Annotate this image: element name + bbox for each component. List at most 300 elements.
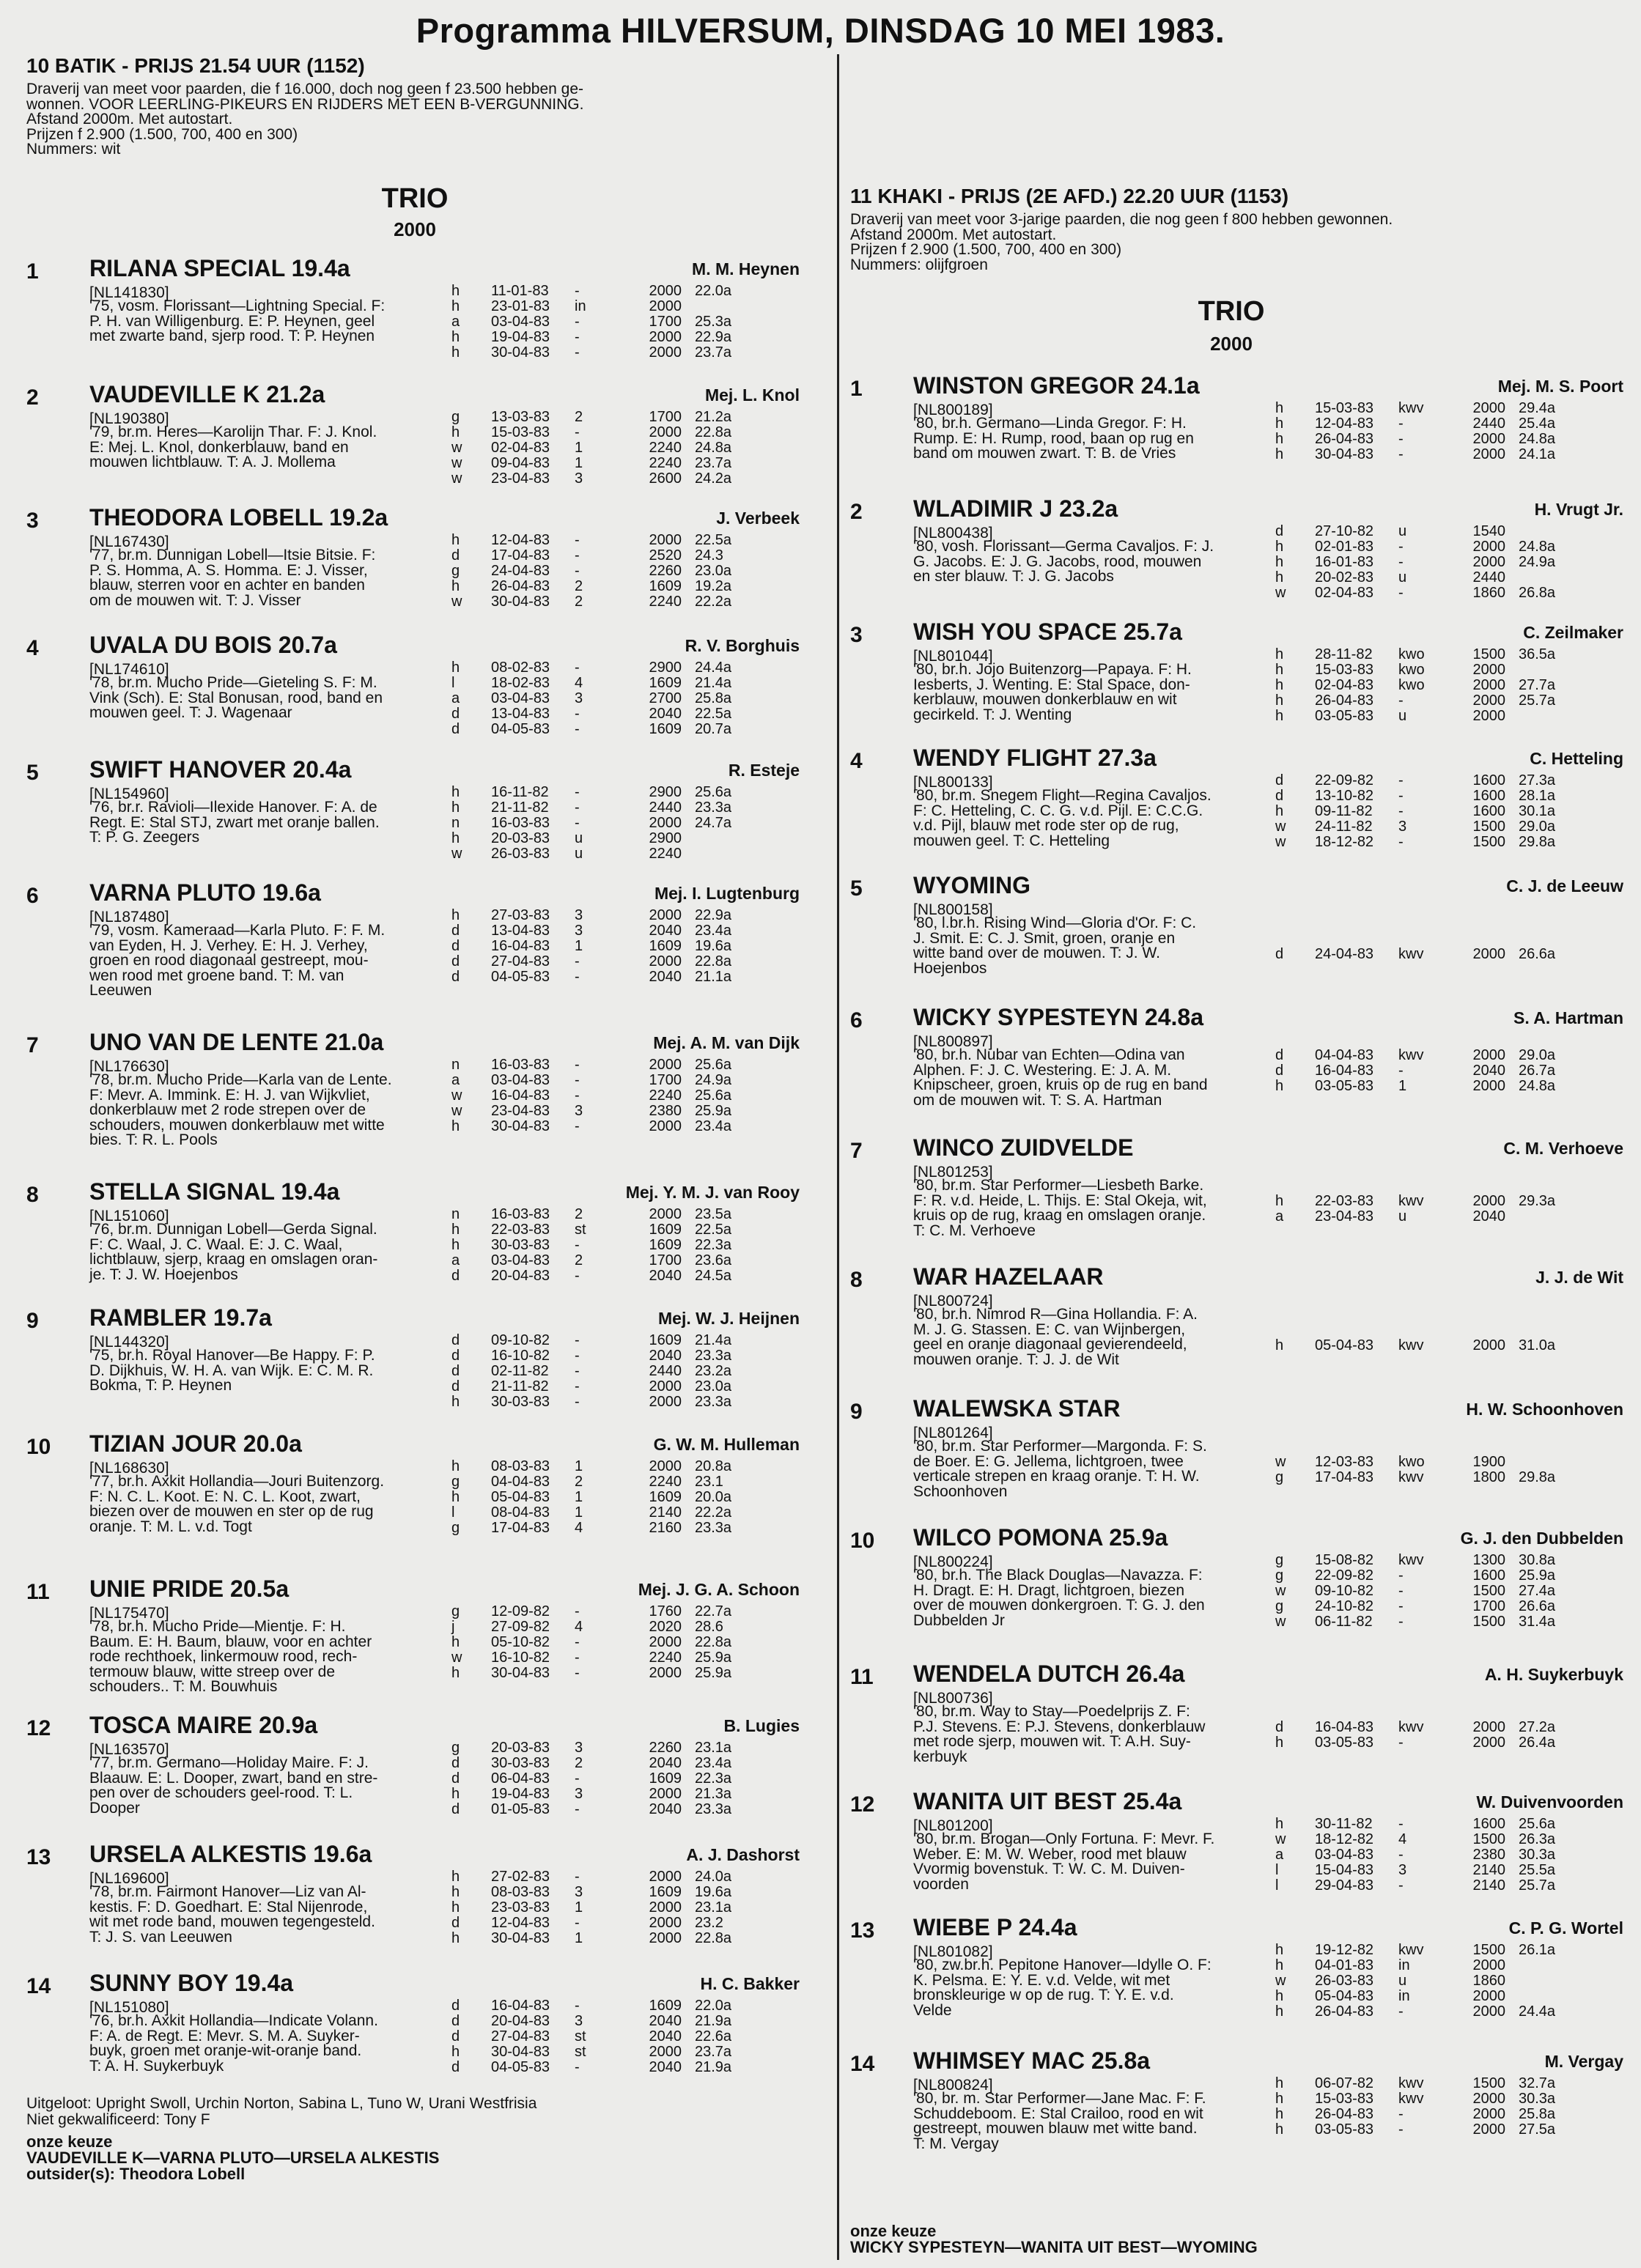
race-time: 26.7a: [1519, 1063, 1556, 1079]
placing: -: [575, 1394, 580, 1410]
result-row: [451, 1755, 803, 1770]
result-row: [1275, 1847, 1627, 1862]
race-distance: 1600: [1472, 1567, 1505, 1584]
horse-name: WAR HAZELAAR: [913, 1263, 1104, 1290]
driver-name: Mej. Y. M. J. van Rooy: [625, 1183, 800, 1202]
track-code: d: [1275, 1063, 1284, 1079]
race-distance: 2000: [1472, 539, 1505, 555]
race-distance: 2000: [1472, 446, 1505, 462]
track-code: h: [1275, 1735, 1284, 1751]
result-row: [451, 1884, 803, 1899]
horse-name: SWIFT HANOVER 20.4a: [89, 756, 352, 783]
recent-results: [451, 784, 803, 861]
horse-number: 10: [26, 1435, 51, 1459]
race-date: 27-02-83: [491, 1869, 550, 1885]
track-code: w: [451, 1650, 462, 1666]
race-date: 18-12-82: [1315, 834, 1374, 850]
registration-number: [NL801264]: [913, 1425, 993, 1441]
track-code: h: [1275, 1337, 1284, 1353]
horse-description: '80, br.h. Germano—Linda Gregor. F: H. Rump. E: H. Rump, rood, baan op rug en band om mouwen zwart. T: B. de Vries: [913, 415, 1194, 462]
result-row: [451, 1899, 803, 1915]
placing: -: [575, 784, 580, 800]
race-time: 24.8a: [1519, 431, 1556, 447]
race-date: 26-04-83: [1315, 2003, 1374, 2020]
race-date: 24-11-82: [1315, 819, 1373, 835]
race-date: 29-04-83: [1315, 1877, 1374, 1894]
race-distance: 2000: [649, 1634, 682, 1650]
track-code: h: [1275, 400, 1284, 416]
race-date: 15-03-83: [1315, 2091, 1374, 2107]
horse-number: 1: [26, 259, 39, 284]
track-code: d: [451, 706, 460, 722]
horse-number: 3: [26, 509, 39, 533]
race-time: 29.4a: [1519, 400, 1556, 416]
driver-name: M. Vergay: [1544, 2052, 1623, 2071]
race-time: 25.6a: [695, 784, 732, 800]
horse-description: '80, br.m. Snegem Flight—Regina Cavaljos. F: C. Hetteling, C. C. G. v.d. Pijl. E: C.C.G. v.d. Pijl, blauw met rode ster op de rug, mouwen geel. T: C. Hetteling: [913, 787, 1212, 849]
horse-name: RAMBLER 19.7a: [89, 1304, 272, 1331]
race-date: 02-04-83: [1315, 677, 1374, 693]
race-time: 19.6a: [695, 1884, 732, 1900]
placing: -: [575, 1665, 580, 1681]
race-time: 22.9a: [695, 329, 732, 345]
result-row: [451, 344, 803, 360]
race-time: 23.5a: [695, 1206, 732, 1222]
track-code: w: [1275, 1454, 1286, 1470]
result-row: [451, 440, 803, 455]
placing: st: [575, 2028, 586, 2044]
result-row: [1275, 1423, 1627, 1438]
track-code: h: [451, 907, 460, 923]
horse-number: 4: [26, 636, 39, 660]
driver-name: W. Duivenvoorden: [1476, 1792, 1623, 1811]
registration-number: [NL801044]: [913, 648, 993, 665]
placing: 3: [575, 690, 583, 706]
placing: st: [575, 1222, 586, 1238]
horse-name: WIEBE P 24.4a: [913, 1914, 1077, 1940]
race-time: 23.7a: [695, 455, 732, 471]
race-distance: 1500: [1472, 1831, 1505, 1847]
placing: kwv: [1398, 400, 1424, 416]
race-distance: 1700: [1472, 1598, 1505, 1614]
race-date: 16-04-83: [491, 1998, 550, 2014]
race-time: 25.9a: [1519, 1567, 1556, 1584]
race-distance: 2040: [1472, 1063, 1505, 1079]
race-date: 08-02-83: [491, 660, 550, 676]
horse-description: '80, br.h. Jojo Buitenzorg—Papaya. F: H. Iesberts, J. Wenting. E: Stal Space, don- kerblauw, mouwen donkerblauw en wit gecirkeld. T: J. Wenting: [913, 661, 1192, 723]
condition-line: Prijzen f 2.900 (1.500, 700, 400 en 300): [26, 125, 298, 143]
race-distance: 2520: [649, 547, 682, 564]
our-choice: VAUDEVILLE K—VARNA PLUTO—URSELA ALKESTIS: [26, 2149, 440, 2167]
race-time: 20.8a: [695, 1458, 732, 1474]
race-distance: 1609: [649, 1770, 682, 1787]
race-date: 15-03-83: [1315, 662, 1374, 678]
race-time: 31.4a: [1519, 1614, 1556, 1630]
race-date: 18-12-82: [1315, 1831, 1374, 1847]
horse-name: WINCO ZUIDVELDE: [913, 1134, 1134, 1161]
race-time: 25.9a: [695, 1650, 732, 1666]
race-time: 23.0a: [695, 1378, 732, 1395]
result-row: [451, 1740, 803, 1755]
result-row: [451, 314, 803, 329]
registration-number: [NL800133]: [913, 774, 993, 791]
track-code: d: [451, 1348, 460, 1364]
race-distance: 1760: [649, 1603, 682, 1619]
result-row: [1275, 1583, 1627, 1598]
result-row: [1275, 834, 1627, 849]
placing: -: [575, 969, 580, 985]
horse-name: WYOMING: [913, 872, 1030, 898]
race-time: 23.7a: [695, 2044, 732, 2060]
track-code: d: [1275, 523, 1284, 539]
race-distance: 2700: [649, 690, 682, 706]
race-time: 23.3a: [695, 1394, 732, 1410]
horse-description: '80, br.m. Way to Stay—Poedelprijs Z. F: P.J. Stevens. E: P.J. Stevens, donkerblauw met rode sjerp, mouwen wit. T: A.H. Suy- kerbuyk: [913, 1703, 1206, 1765]
race-distance: 2000: [649, 1118, 682, 1134]
result-row: [451, 1504, 803, 1520]
race-footer: [26, 2096, 536, 2182]
track-code: d: [451, 1378, 460, 1395]
recent-results: [1275, 1942, 1627, 2019]
placing: -: [1398, 2003, 1404, 2020]
track-code: h: [1275, 539, 1284, 555]
horse-description: '77, br.h. Axkit Hollandia—Jouri Buitenzorg. F: N. C. L. Koot. E: N. C. L. Koot, zwart, biezen over de mouwen en ster op de rug oranje. T: M. L. v.d. Togt: [89, 1473, 385, 1535]
distance-label: 2000: [394, 218, 436, 240]
track-code: d: [451, 1915, 460, 1931]
result-row: [1275, 708, 1627, 723]
race-distance: 2000: [1472, 1735, 1505, 1751]
placing: 2: [575, 1206, 583, 1222]
track-code: h: [451, 1930, 460, 1946]
horse-name: UNIE PRIDE 20.5a: [89, 1576, 290, 1602]
race-conditions: [26, 82, 583, 158]
race-time: 20.0a: [695, 1489, 732, 1505]
placing: -: [1398, 2121, 1404, 2138]
placing: -: [1398, 1816, 1404, 1832]
placing: -: [575, 1268, 580, 1284]
race-distance: 1609: [649, 578, 682, 594]
race-date: 27-03-83: [491, 907, 550, 923]
race-distance: 2000: [1472, 2106, 1505, 2122]
horse-description: '80, zw.br.h. Pepitone Hanover—Idylle O. F: K. Pelsma. E: Y. E. v.d. Velde, wit met bronskleurige w op de rug. T: Y. E. v.d. Velde: [913, 1957, 1212, 2019]
driver-name: J. Verbeek: [716, 509, 800, 528]
race-time: 22.3a: [695, 1237, 732, 1253]
race-date: 23-04-83: [1315, 1208, 1374, 1225]
placing: in: [575, 298, 586, 314]
race-distance: 2040: [649, 923, 682, 939]
horse-name: VAUDEVILLE K 21.2a: [89, 381, 325, 407]
race-time: 23.1a: [695, 1740, 732, 1756]
recent-results: [451, 1057, 803, 1134]
result-row: [451, 1394, 803, 1409]
result-row: [1275, 646, 1627, 662]
race-distance: 1900: [1472, 1454, 1505, 1470]
race-date: 15-03-83: [1315, 400, 1374, 416]
race-time: 22.7a: [695, 1603, 732, 1619]
race-date: 28-11-82: [1315, 646, 1373, 662]
horse-description: '80, br.m. Star Performer—Margonda. F: S. de Boer. E: G. Jellema, lichtgroen, twee verticale strepen en kraag oranje. T: H. W. Schoonhoven: [913, 1438, 1207, 1500]
race-distance: 1500: [1472, 1614, 1505, 1630]
result-row: [1275, 523, 1627, 539]
result-row: [1275, 446, 1627, 462]
horse-name: WANITA UIT BEST 25.4a: [913, 1788, 1182, 1814]
driver-name: G. W. M. Hulleman: [653, 1435, 800, 1454]
race-time: 36.5a: [1519, 646, 1556, 662]
track-code: a: [451, 1252, 460, 1268]
result-row: [451, 721, 803, 736]
race-distance: 2040: [649, 1755, 682, 1771]
race-date: 16-01-83: [1315, 554, 1374, 570]
driver-name: Mej. W. J. Heijnen: [658, 1309, 800, 1328]
race-distance: 1700: [649, 1252, 682, 1268]
race-conditions: [850, 213, 1393, 273]
withdrawn-list: Uitgeloot: Upright Swoll, Urchin Norton, Sabina L, Tuno W, Urani Westfrisia: [26, 2095, 537, 2112]
placing: -: [1398, 692, 1404, 709]
race-distance: 2240: [649, 1474, 682, 1490]
race-time: 21.9a: [695, 2013, 732, 2029]
track-code: a: [1275, 1847, 1284, 1863]
race-distance: 2000: [649, 1915, 682, 1931]
placing: -: [575, 532, 580, 548]
driver-name: C. M. Verhoeve: [1503, 1139, 1623, 1158]
condition-line: Afstand 2000m. Met autostart.: [850, 226, 1057, 243]
placing: -: [575, 329, 580, 345]
race-date: 13-10-82: [1315, 788, 1374, 804]
result-row: [451, 1252, 803, 1268]
race-distance: 2040: [649, 969, 682, 985]
race-time: 21.4a: [695, 1332, 732, 1348]
condition-line: Draverij van meet voor paarden, die f 16.000, doch nog geen f 23.500 hebben ge-: [26, 81, 584, 97]
result-row: [1275, 1942, 1627, 1957]
placing: 3: [575, 923, 583, 939]
placing: -: [575, 1072, 580, 1088]
race-distance: 1500: [1472, 2075, 1505, 2091]
race-date: 22-09-82: [1315, 772, 1374, 788]
race-time: 23.7a: [695, 344, 732, 361]
track-code: w: [1275, 1973, 1286, 1989]
race-date: 20-03-83: [491, 1740, 550, 1756]
driver-name: Mej. A. M. van Dijk: [653, 1033, 800, 1052]
race-time: 25.9a: [695, 1103, 732, 1119]
result-row: [451, 1619, 803, 1634]
result-row: [1275, 1704, 1627, 1719]
result-row: [451, 1332, 803, 1348]
recent-results: [1275, 1688, 1627, 1750]
race-date: 09-10-82: [491, 1332, 550, 1348]
placing: kwv: [1398, 1337, 1424, 1353]
horse-number: 6: [850, 1008, 863, 1033]
placing: -: [575, 1348, 580, 1364]
race-distance: 1600: [1472, 788, 1505, 804]
placing: 4: [1398, 1831, 1407, 1847]
track-code: h: [1275, 431, 1284, 447]
recent-results: [1275, 1162, 1627, 1224]
track-code: d: [451, 721, 460, 737]
placing: -: [575, 660, 580, 676]
placing: 1: [575, 455, 583, 471]
horse-description: '80, br.h. Nubar van Echten—Odina van Alphen. F: J. C. Westering. E: J. A. M. Knipscheer, groen, kruis op de rug en band om de mouwen wit. T: S. A. Hartman: [913, 1046, 1208, 1109]
race-distance: 2440: [1472, 415, 1505, 432]
placing: 3: [575, 1103, 583, 1119]
horse-number: 5: [26, 761, 39, 785]
result-row: [1275, 1208, 1627, 1224]
horse-number: 11: [26, 1580, 50, 1604]
race-date: 03-04-83: [1315, 1847, 1374, 1863]
result-row: [1275, 946, 1627, 961]
race-date: 16-04-83: [491, 1087, 550, 1104]
race-time: 30.3a: [1519, 2091, 1556, 2107]
track-code: h: [1275, 2075, 1284, 2091]
race-header: 10 BATIK - PRIJS 21.54 UUR (1152): [26, 54, 365, 77]
distance-label: 2000: [1210, 333, 1253, 355]
track-code: j: [451, 1619, 455, 1635]
race-time: 22.0a: [695, 283, 732, 299]
horse-number: 13: [26, 1845, 51, 1869]
race-date: 02-04-83: [491, 440, 550, 456]
race-time: 22.3a: [695, 1770, 732, 1787]
race-time: 22.2a: [695, 594, 732, 610]
race-distance: 2000: [649, 2044, 682, 2060]
driver-name: C. J. de Leeuw: [1506, 876, 1623, 895]
placing: -: [1398, 803, 1404, 819]
horse-description: '78, br.h. Mucho Pride—Mientje. F: H. Baum. E: H. Baum, blauw, voor en achter rode rechthoek, linkermouw rood, rech- termouw blauw, witte streep over de schouders.. T: M. Bouwhuis: [89, 1618, 372, 1695]
race-distance: 1500: [1472, 1583, 1505, 1599]
track-code: d: [451, 1755, 460, 1771]
race-distance: 2000: [649, 953, 682, 969]
track-code: h: [451, 1458, 460, 1474]
result-row: [451, 2059, 803, 2075]
race-distance: 1700: [649, 314, 682, 330]
race-date: 12-04-83: [1315, 415, 1374, 432]
race-distance: 1609: [649, 938, 682, 954]
horse-name: VARNA PLUTO 19.6a: [89, 879, 321, 906]
race-distance: 2240: [649, 1087, 682, 1104]
track-code: h: [1275, 446, 1284, 462]
race-time: 25.8a: [1519, 2106, 1556, 2122]
race-distance: 1860: [1472, 585, 1505, 601]
track-code: h: [451, 2044, 460, 2060]
race-time: 24.4a: [695, 660, 732, 676]
race-date: 26-04-83: [1315, 431, 1374, 447]
track-code: d: [1275, 772, 1284, 788]
track-code: l: [451, 675, 455, 691]
track-code: l: [1275, 1877, 1279, 1894]
race-time: 22.8a: [695, 424, 732, 440]
race-date: 03-04-83: [491, 1072, 550, 1088]
result-row: [451, 784, 803, 799]
horse-description: '80, br.m. Brogan—Only Fortuna. F: Mevr. F. Weber. E: M. W. Weber, rood met blauw Vvormig bovenstuk. T: W. C. M. Duiven- voorden: [913, 1831, 1215, 1893]
result-row: [1275, 1063, 1627, 1078]
race-distance: 1609: [649, 1237, 682, 1253]
race-date: 23-04-83: [491, 470, 550, 487]
placing: -: [1398, 834, 1404, 850]
track-code: h: [1275, 2121, 1284, 2138]
placing: u: [575, 846, 583, 862]
recent-results: [1275, 2075, 1627, 2137]
race-date: 13-03-83: [491, 409, 550, 425]
driver-name: C. Zeilmaker: [1523, 623, 1623, 642]
placing: kwo: [1398, 662, 1425, 678]
placing: -: [575, 1915, 580, 1931]
condition-line: Nummers: wit: [26, 141, 121, 158]
race-time: 30.1a: [1519, 803, 1556, 819]
race-time: 25.6a: [695, 1057, 732, 1073]
recent-results: [451, 1458, 803, 1535]
race-date: 30-03-83: [491, 1237, 550, 1253]
driver-name: J. J. de Wit: [1535, 1268, 1623, 1287]
placing: -: [575, 1378, 580, 1395]
placing: -: [1398, 539, 1404, 555]
race-date: 26-04-83: [1315, 692, 1374, 709]
race-date: 03-05-83: [1315, 1078, 1374, 1094]
race-date: 30-04-83: [491, 1930, 550, 1946]
race-time: 25.9a: [695, 1665, 732, 1681]
race-time: 31.0a: [1519, 1337, 1556, 1353]
track-code: n: [451, 815, 460, 831]
recent-results: [451, 1206, 803, 1283]
race-date: 03-05-83: [1315, 708, 1374, 724]
choice-label: onze keuze: [26, 2132, 113, 2151]
race-date: 22-03-83: [491, 1222, 550, 1238]
result-row: [1275, 1454, 1627, 1469]
horse-name: WENDELA DUTCH 26.4a: [913, 1661, 1185, 1687]
race-time: 24.1a: [1519, 446, 1556, 462]
recent-results: [451, 1869, 803, 1946]
horse-description: '76, br.r. Ravioli—Ilexide Hanover. F: A. de Regt. E: Stal STJ, zwart met oranje ballen. T: P. G. Zeegers: [89, 799, 380, 846]
placing: 4: [575, 675, 583, 691]
result-row: [1275, 1552, 1627, 1567]
result-row: [451, 547, 803, 563]
registration-number: [NL800897]: [913, 1033, 993, 1050]
race-date: 12-04-83: [491, 1915, 550, 1931]
result-row: [1275, 819, 1627, 834]
placing: -: [575, 953, 580, 969]
race-distance: 2140: [649, 1504, 682, 1521]
result-row: [1275, 2106, 1627, 2121]
placing: -: [1398, 1614, 1404, 1630]
race-time: 24.3: [695, 547, 723, 564]
horse-description: '77, br.m. Germano—Holiday Maire. F: J. Blaauw. E: L. Dooper, zwart, band en stre- pen over de schouders geel-rood. T: L. Dooper: [89, 1754, 378, 1817]
placing: u: [1398, 569, 1407, 586]
race-time: 24.8a: [1519, 1078, 1556, 1094]
race-date: 04-05-83: [491, 969, 550, 985]
race-date: 04-05-83: [491, 2059, 550, 2075]
recent-results: [451, 660, 803, 736]
track-code: h: [451, 660, 460, 676]
race-time: 24.4a: [1519, 2003, 1556, 2020]
result-row: [451, 1770, 803, 1786]
result-row: [451, 1603, 803, 1619]
race-distance: 2000: [649, 329, 682, 345]
track-code: w: [1275, 1831, 1286, 1847]
result-row: [1275, 931, 1627, 946]
result-row: [451, 1634, 803, 1650]
race-date: 09-11-82: [1315, 803, 1373, 819]
result-row: [451, 1665, 803, 1680]
registration-number: [NL151080]: [89, 1999, 169, 2016]
race-distance: 2000: [649, 1206, 682, 1222]
track-code: w: [451, 846, 462, 862]
horse-number: 2: [26, 385, 39, 410]
result-row: [451, 1118, 803, 1134]
race-date: 01-05-83: [491, 1801, 550, 1817]
track-code: h: [1275, 2003, 1284, 2020]
track-code: h: [1275, 415, 1284, 432]
race-distance: 2440: [1472, 569, 1505, 586]
race-date: 30-04-83: [491, 1665, 550, 1681]
result-row: [1275, 1078, 1627, 1093]
recent-results: [1275, 400, 1627, 462]
